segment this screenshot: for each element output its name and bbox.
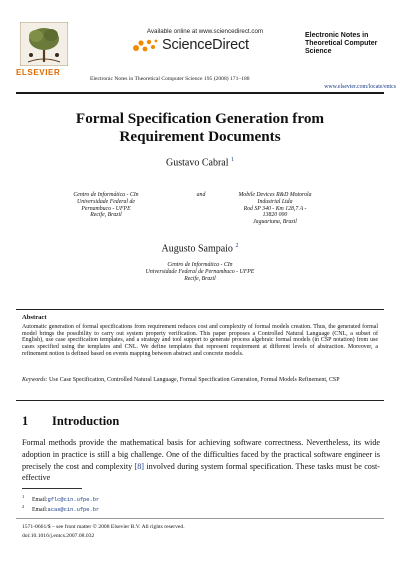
affiliation-line: Centro de Informática - CIn — [73, 192, 139, 198]
email-link[interactable]: acas@cin.ufpe.br — [47, 506, 100, 513]
footnote-mark: 2 — [22, 504, 25, 509]
email-link[interactable]: gflc@cin.ufpe.br — [47, 496, 100, 503]
section-number: 1 — [22, 414, 29, 428]
journal-citation: Electronic Notes in Theoretical Computer Science 195 (2008) 171–188 — [90, 76, 250, 82]
abstract-heading: Abstract — [22, 314, 47, 321]
available-online-text: Available online at www.sciencedirect.com — [146, 28, 264, 35]
paragraph-text: Formal methods provide the mathematical basis for achieving software correctness. Nevertheless, its wide adoption in practice is still a big challenge. One of the difficulties faced by the practical software engineer is precisely the cost and complexity — [22, 438, 380, 471]
sciencedirect-icon — [132, 38, 158, 53]
author-name-text: Gustavo Cabral — [166, 157, 229, 169]
doi-line: doi:10.1016/j.entcs.2007.08.032 — [22, 533, 95, 539]
footer-rule — [16, 518, 384, 519]
elsevier-tree-icon — [20, 22, 68, 66]
keywords-text: Use Case Specification, Controlled Natural Language, Formal Specification Generation, Formal Models Refinement, CSP — [49, 377, 340, 383]
affiliation-line: Industrial Ltda — [257, 198, 293, 205]
footnote-label: Email: — [32, 496, 48, 503]
affiliation-block — [58, 192, 154, 219]
journal-name: Electronic Notes in Theoretical Computer Science — [305, 32, 378, 56]
header-divider — [16, 92, 384, 94]
section-heading — [22, 414, 119, 429]
affiliation-line: Universidade Federal de — [77, 198, 135, 205]
footnote-marker[interactable]: 2 — [235, 243, 239, 249]
footnote-rule — [22, 488, 82, 489]
affiliation-line: Recife, Brazil — [90, 212, 122, 219]
footnote — [22, 494, 99, 503]
section-title: Introduction — [52, 414, 120, 428]
footnote-mark: 1 — [22, 494, 25, 499]
affiliation-line: 13820 000 — [262, 212, 288, 219]
abstract-bottom-rule — [16, 400, 384, 401]
affiliation-line: Rod SP 340 - Km 128,7 A - — [243, 205, 307, 212]
author-name — [0, 157, 400, 168]
paragraph-text: involved during system formal specification. These tasks must be cost-effective — [22, 461, 380, 483]
abstract-top-rule — [16, 309, 384, 310]
issn-line: 1571-0661/$ – see front matter © 2008 Elsevier B.V. All rights reserved. — [22, 524, 185, 530]
paper-title — [40, 110, 360, 146]
keywords — [22, 377, 378, 384]
citation-link[interactable]: [8] — [134, 461, 145, 471]
journal-header — [0, 0, 400, 96]
affiliation-line: Centro de Informática - CIn — [167, 262, 233, 268]
affiliation-line: Jaguariuna, Brazil — [253, 219, 297, 226]
affiliation-line: Mobile Devices R&D Motorola — [238, 192, 312, 198]
footnote-label: Email: — [32, 506, 48, 513]
footnote-marker[interactable]: 1 — [231, 157, 234, 163]
author-name-text: Augusto Sampaio — [161, 243, 233, 255]
title-line: Requirement Documents — [119, 128, 281, 145]
keywords-label: Keywords: — [22, 377, 48, 383]
title-line: Formal Specification Generation from — [75, 110, 325, 127]
footnote — [22, 504, 99, 513]
affiliation-line: Recife, Brazil — [184, 275, 216, 282]
elsevier-logo — [16, 22, 72, 80]
sciencedirect-logo — [128, 36, 288, 56]
affiliation-and: and — [196, 192, 206, 198]
body-paragraph — [22, 437, 380, 484]
affiliation-line: Pernambuco - UFPE — [81, 205, 131, 212]
abstract-body: Automatic generation of formal specifications from requirement reduces cost and complexity of formal models creation. Thus, the generated formal model brings the possibility to carry out system property verification. This paper proposes a Controlled Natural Language (CNL, a subset of English), use case specification templates, and a strategy and tool support to generate process algebraic formal models (in CSP notation) from use cases specified using the templates and CNL. We define templates that represent requirement at different levels of abstraction. Moreover, a refinement notion is defined based on events mapping between abstract and concrete models. — [22, 324, 378, 357]
author-name — [0, 243, 400, 254]
sciencedirect-wordmark: ScienceDirect — [162, 37, 249, 53]
affiliation-block — [220, 192, 330, 226]
affiliation-block — [118, 262, 282, 282]
publisher-name: ELSEVIER — [16, 68, 61, 77]
journal-url-link[interactable]: www.elsevier.com/locate/entcs — [324, 84, 396, 90]
affiliation-line: Universidade Federal de Pernambuco - UFPE — [145, 268, 255, 275]
